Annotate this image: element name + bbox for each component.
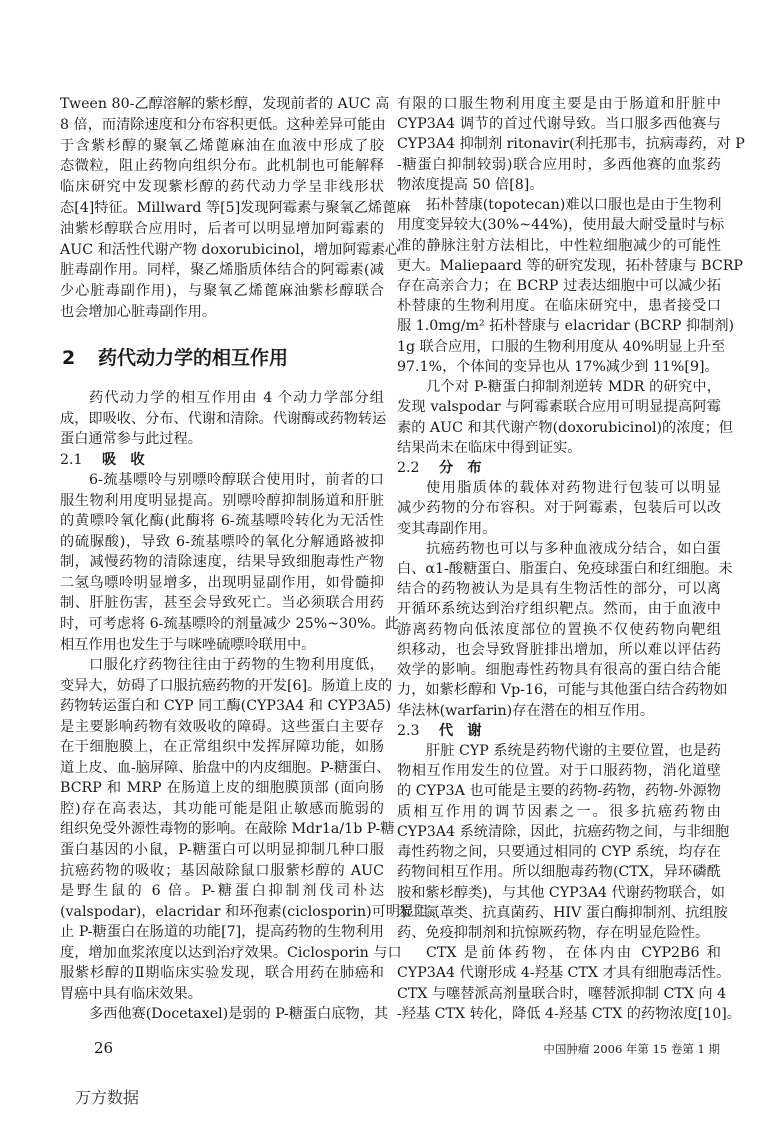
text-line: 的黄嘌呤氧化酶(此酶将 6-巯基嘌呤转化为无活性 [60,513,384,530]
text-line: 的 CYP3A 也可能是主要的药物-药物，药物-外源物 [397,783,721,800]
text-line: 肝脏 CYP 系统是药物代谢的主要位置，也是药 [426,743,721,759]
text-line: AUC 和活性代谢产物 doxorubicinol，增加阿霉素心 [60,241,400,258]
subsection-number: 2.1 [60,451,83,468]
text-line: 道上皮、血-脑屏障、胎盘中的内皮细胞。P-糖蛋白、 [60,759,391,776]
section-heading [62,343,288,370]
text-line: 度，增加血浆浓度以达到治疗效果。Ciclosporin 与口 [60,944,402,961]
text-line: 药代动力学的相互作用由 4 个动力学部分组 [89,390,384,406]
subsection-title: 分 布 [439,459,482,476]
text-line: BCRP 和 MRP 在肠道上皮的细胞膜顶部 (面向肠 [60,780,384,797]
text-line: 质相互作用的调节因素之一。很多抗癌药物由 [397,803,721,820]
text-line: 朴替康的生物利用度。在临床研究中，患者接受口 [397,298,721,315]
text-line: 在于细胞膜上，在正常组织中发挥屏障功能，如肠 [60,739,384,756]
text-line: 的硫脲酸)，导致 6-巯基嘌呤的氧化分解通路被抑 [60,533,384,550]
text-line: 素的 AUC 和其代谢产物(doxorubicinol)的浓度；但 [397,419,733,436]
text-line: 成，即吸收、分布、代谢和清除。代谢酶或药物转运 [60,410,387,427]
text-line: 几个对 P-糖蛋白抑制剂逆转 MDR 的研究中， [426,379,721,396]
subsection-number: 2.2 [397,459,420,476]
text-line: 结合的药物被认为是具有生物活性的部分，可以离 [397,581,721,598]
text-line: 游离药物向低浓度部位的置换不仅使药物向靶组 [397,621,721,638]
text-line: 力，如紫杉醇和 Vp-16，可能与其他蛋白结合药物如 [397,682,728,699]
text-line: 苯二氮䓬类、抗真菌药、HIV 蛋白酶抑制剂、抗组胺 [397,904,728,921]
text-line: 药物转运蛋白和 CYP 同工酶(CYP3A4 和 CYP3A5) [60,698,392,715]
text-line: 更大。Maliepaard 等的研究发现，拓朴替康与 BCRP [397,257,743,274]
text-line: 蛋白基因的小鼠，P-糖蛋白可以明显抑制几种口服 [60,842,384,859]
watermark-logo: 万方数据 [75,1088,140,1107]
text-line: 织移动，也会导致肾脏排出增加，所以难以评估药 [397,641,721,658]
text-line: 药物间相互作用。所以细胞毒药物(CTX，异环磷酰 [397,864,721,881]
text-line: 服紫杉醇的Ⅱ期临床实验发现，联合用药在肺癌和 [60,965,384,982]
text-line: 发现 valspodar 与阿霉素联合应用可明显提高阿霉 [397,399,721,416]
text-line: 存在高亲合力；在 BCRP 过表达细胞中可以减少拓 [397,277,721,294]
text-line: CYP3A4 系统清除，因此，抗癌药物之间，与非细胞 [397,823,730,840]
left-column-top [60,94,411,323]
subsection-number: 2.3 [397,722,420,739]
text-line: 8 倍，而清除速度和分布容积更低。这种差异可能由 [60,116,386,133]
text-line: 临床研究中发现紫杉醇的药代动力学呈非线形状 [60,179,384,196]
text-line: 97.1%，个体间的变异也从 17%减少到 11%[9]。 [397,358,719,375]
text-line: 拓朴替康(topotecan)难以口服也是由于生物利 [426,197,722,214]
text-line: 油紫杉醇联合应用时，后者可以明显增加阿霉素的 [60,220,384,237]
text-line: 用度变异较大(30%~44%)，使用最大耐受量时与标 [397,217,725,234]
text-line: -羟基 CTX 转化，降低 4-羟基 CTX 的药物浓度[10]。 [397,1005,741,1022]
text-line: 胺和紫杉醇类)，与其他 CYP3A4 代谢药物联合，如 [397,884,725,901]
text-line: 止 P-糖蛋白在肠道的功能[7]，提高药物的生物利用 [60,924,384,941]
text-line: CTX 是前体药物，在体内由 CYP2B6 和 [426,945,721,962]
text-line: CYP3A4 抑制剂 ritonavir(利托那韦，抗病毒药，对 P [397,136,745,153]
text-line: 是野生鼠的 6 倍。P-糖蛋白抑制剂伐司朴达 [60,883,384,900]
text-line: 物相互作用发生的位置。对于口服药物，消化道壁 [397,763,721,780]
page-number: 26 [94,1039,114,1057]
text-line: 服 1.0mg/m² 拓朴替康与 elacridar (BCRP 抑制剂) [397,318,735,335]
text-line: 抗癌药物的吸收；基因敲除鼠口服紫杉醇的 AUC [60,862,384,879]
text-line: 使用脂质体的载体对药物进行包装可以明显 [426,480,721,497]
text-line: 变异大，妨碍了口服抗癌药物的开发[6]。肠道上皮的 [60,677,393,694]
text-line: 服生物利用度明显提高。别嘌呤醇抑制肠道和肝脏 [60,492,384,509]
text-line: 制、肝脏伤害，甚至会导致死亡。当必须联合用药 [60,595,384,612]
text-line: 脏毒副作用。同样，聚乙烯脂质体结合的阿霉素(减 [60,262,384,279]
text-line: 毒性药物之间，只要通过相同的 CYP 系统，均存在 [397,844,721,861]
text-line: 是主要影响药物有效吸收的障碍。这些蛋白主要存 [60,718,384,735]
subsection-heading [60,450,384,471]
subsection-title: 吸 收 [102,451,145,468]
text-line: CYP3A4 调节的首过代谢导致。当口服多西他赛与 [397,116,721,133]
text-line: (valspodar)，elacridar 和环孢素(ciclosporin)可明显阻 [60,903,429,920]
text-line: 6-巯基嘌呤与别嘌呤醇联合使用时，前者的口 [89,472,384,489]
text-line: Tween 80-乙醇溶解的紫杉醇，发现前者的 AUC 高 [60,96,390,112]
text-line: CTX 与噻替派高剂量联合时，噻替派抑制 CTX 向 4 [397,985,727,1002]
text-line: 组织免受外源性毒物的影响。在敲除 Mdr1a/1b P-糖 [60,821,395,838]
text-line: 腔)存在高表达，其功能可能是阻止敏感而脆弱的 [60,800,384,817]
text-line: 二氢鸟嘌呤明显增多，出现明显副作用，如骨髓抑 [60,574,384,591]
text-line: 变其毒副作用。 [397,520,497,537]
text-line: 1g 联合应用，口服的生物利用度从 40%明显上升至 [397,338,726,355]
text-line: 态[4]特征。Millward 等[5]发现阿霉素与聚氧乙烯蓖麻 [60,199,411,216]
text-line: 口服化疗药物往往由于药物的生物利用度低， [89,657,384,674]
text-line: -糖蛋白抑制较弱)联合应用时，多西他赛的血浆药 [397,156,721,173]
text-line: 结果尚未在临床中得到证实。 [397,439,582,456]
text-line: 时，可考虑将 6-巯基嘌呤的剂量减少 25%~30%。此 [60,616,399,633]
text-line: 也会增加心脏毒副作用。 [60,303,217,320]
text-line: 相互作用也发生于与咪唑硫嘌呤联用中。 [60,636,316,653]
section-number: 2 [62,347,76,369]
text-line: 减少药物的分布容积。对于阿霉素，包装后可以改 [397,500,721,517]
text-line: 于含紫杉醇的聚氧乙烯蓖麻油在血液中形成了胶 [60,137,384,154]
text-line: 物浓度提高 50 倍[8]。 [397,176,544,193]
text-line: 效学的影响。细胞毒性药物具有很高的蛋白结合能 [397,662,721,679]
text-line: 多西他赛(Docetaxel)是弱的 P-糖蛋白底物，其 [89,1006,389,1023]
right-column-body [397,94,745,1024]
text-line: 有限的口服生物利用度主要是由于肠道和肝脏中 [397,96,721,112]
text-line: 制，减慢药物的清除速度，结果导致细胞毒性产物 [60,554,384,571]
text-line: 少心脏毒副作用)，与聚氧乙烯蓖麻油紫杉醇联合 [60,283,384,300]
text-line: 白、α1-酸糖蛋白、脂蛋白、免疫球蛋白和红细胞。未 [397,561,733,578]
text-line: 态微粒，阻止药物向组织分布。此机制也可能解释 [60,158,384,175]
text-line: 华法林(warfarin)存在潜在的相互作用。 [397,702,655,719]
text-line: 蛋白通常参与此过程。 [60,431,202,448]
section-title: 药代动力学的相互作用 [98,347,289,369]
subsection-heading [397,721,721,741]
text-line: 开循环系统达到治疗组织靶点。然而，由于血液中 [397,601,721,618]
text-line: 准的静脉注射方法相比，中性粒细胞减少的可能性 [397,237,721,254]
subsection-heading [397,458,721,478]
journal-footer: 中国肿瘤 2006 年第 15 卷第 1 期 [543,1042,720,1056]
text-line: 抗癌药物也可以与多种血液成分结合，如白蛋 [426,540,721,557]
subsection-title: 代 谢 [439,722,482,739]
text-line: 药、免疫抑制剂和抗惊厥药物，存在明显危险性。 [397,924,710,941]
text-line: CYP3A4 代谢形成 4-羟基 CTX 才具有细胞毒活性。 [397,965,731,982]
text-line: 胃癌中具有临床效果。 [60,985,202,1002]
